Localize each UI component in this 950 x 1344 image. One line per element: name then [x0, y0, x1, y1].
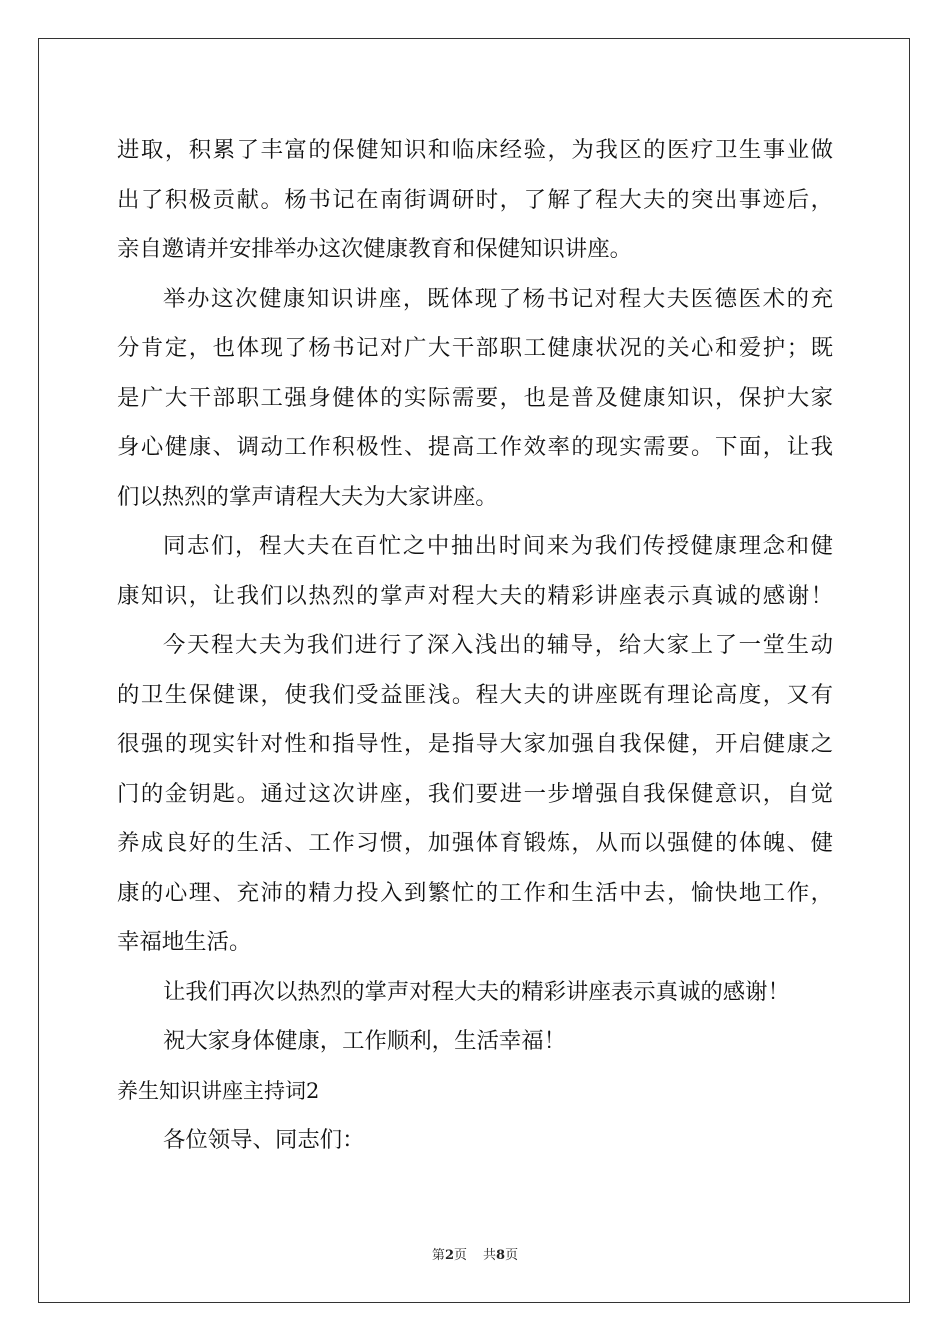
text-line: 很强的现实针对性和指导性，是指导大家加强自我保健，开启健康之	[117, 731, 833, 757]
text-line: 门的金钥匙。通过这次讲座，我们要进一步增强自我保健意识，自觉	[117, 780, 833, 807]
text-line: 养成良好的生活、工作习惯，加强体育锻炼，从而以强健的体魄、健	[117, 830, 833, 856]
total-prefix: 共	[483, 1248, 497, 1263]
section-heading: 养生知识讲座主持词2	[117, 1078, 320, 1103]
text-line: 康知识，让我们以热烈的掌声对程大夫的精彩讲座表示真诚的感谢！	[117, 582, 833, 609]
paragraph-first-line: 今天程大夫为我们进行了深入浅出的辅导，给大家上了一堂生动	[163, 632, 833, 658]
paragraph-first-line: 让我们再次以热烈的掌声对程大夫的精彩讲座表示真诚的感谢！	[163, 978, 790, 1005]
page-suffix: 页	[453, 1248, 467, 1263]
text-line: 的卫生保健课，使我们受益匪浅。程大夫的讲座既有理论高度，又有	[117, 681, 833, 708]
paragraph-first-line: 同志们，程大夫在百忙之中抽出时间来为我们传授健康理念和健	[163, 533, 833, 559]
text-line: 康的心理、充沛的精力投入到繁忙的工作和生活中去，愉快地工作，	[117, 879, 833, 906]
text-line: 们以热烈的掌声请程大夫为大家讲座。	[117, 483, 498, 510]
text-line: 出了积极贡献。杨书记在南街调研时，了解了程大夫的突出事迹后，	[117, 186, 833, 213]
page-total: 8	[496, 1248, 506, 1263]
text-line: 亲自邀请并安排举办这次健康教育和保健知识讲座。	[117, 236, 632, 262]
page-footer	[0, 1246, 950, 1266]
page-current: 2	[444, 1248, 454, 1263]
text-line: 是广大干部职工强身健体的实际需要，也是普及健康知识，保护大家	[117, 384, 833, 411]
text-line: 身心健康、调动工作积极性、提高工作效率的现实需要。下面，让我	[117, 434, 833, 460]
paragraph-first-line: 各位领导、同志们：	[163, 1127, 365, 1153]
text-line: 分肯定，也体现了杨书记对广大干部职工健康状况的关心和爱护；既	[117, 335, 833, 361]
text-line: 进取，积累了丰富的保健知识和临床经验，为我区的医疗卫生事业做	[117, 137, 833, 163]
total-suffix: 页	[505, 1248, 519, 1263]
paragraph-first-line: 祝大家身体健康，工作顺利，生活幸福！	[163, 1028, 567, 1054]
paragraph-first-line: 举办这次健康知识讲座，既体现了杨书记对程大夫医德医术的充	[163, 285, 833, 312]
document-body	[117, 128, 833, 1168]
text-line: 幸福地生活。	[117, 929, 252, 955]
page-prefix: 第	[431, 1248, 445, 1263]
